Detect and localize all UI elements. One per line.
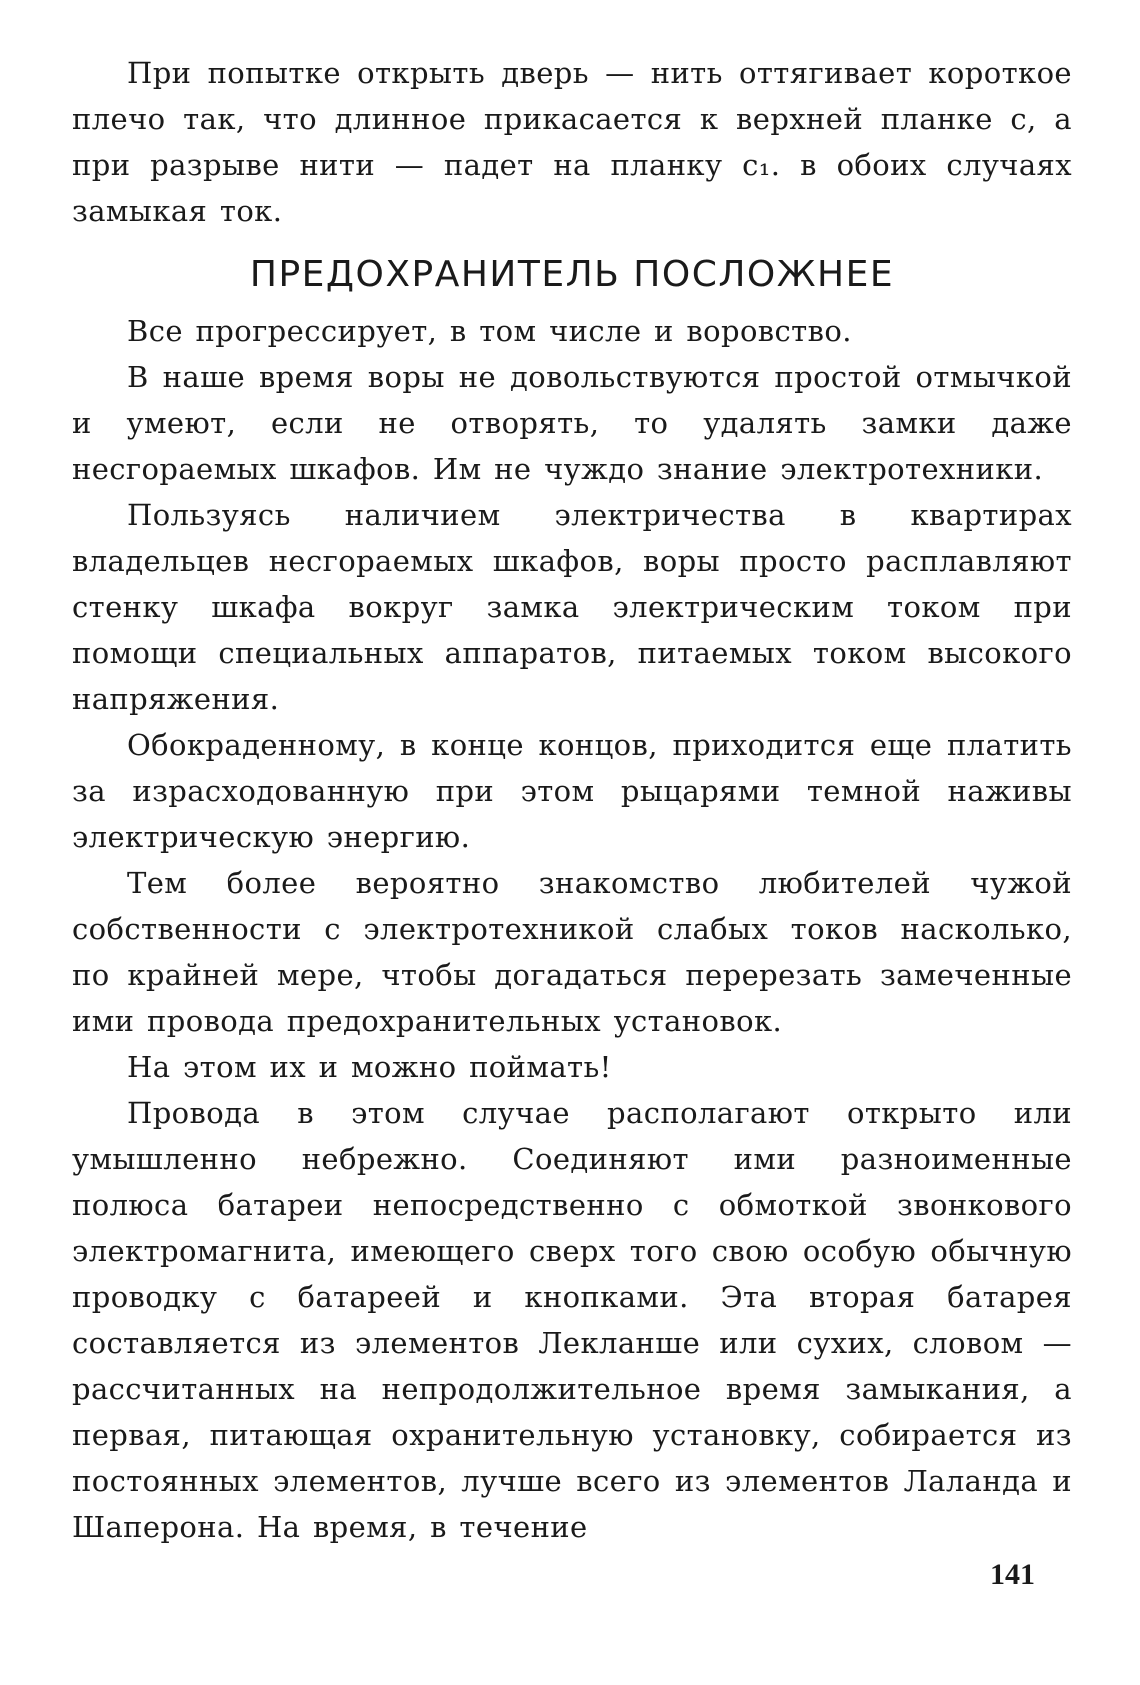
paragraph-melting-safes: Пользуясь наличием электричества в квартирах владельцев несгораемых шкафов, воры просто расплавляют стенку шкафа вокруг замка электрическим током при помощи специальных аппаратов, питаемых током высокого напряжения.: [72, 498, 1072, 716]
paragraph-progress: Все прогрессирует, в том числе и воровство.: [127, 314, 852, 348]
paragraph-wiring-setup: Провода в этом случае располагают открыто или умышленно небрежно. Соединяют ими разноименные полюса батареи непосредственно с обмоткой звонкового электромагнита, имеющего сверх того свою особую обычную проводку с батареей и кнопками. Эта вторая батарея составляется из элементов Лекланше или сухих, словом — рассчитанных на непродолжительное время замыкания, а первая, питающая охранительную установку, собирается из постоянных элементов, лучше всего из элементов Лаланда и Шаперона. На время, в течение: [72, 1096, 1072, 1544]
paragraph-weak-currents: Тем более вероятно знакомство любителей чужой собственности с электротехникой слабых токов насколько, по крайней мере, чтобы догадаться перерезать замеченные ими провода предохранительных установок.: [72, 866, 1072, 1038]
paragraph-catch-them: На этом их и можно поймать!: [127, 1050, 612, 1084]
page-body: [72, 50, 1072, 1550]
paragraph-thieves-methods: В наше время воры не довольствуются простой отмычкой и умеют, если не отворять, то удалять замки даже несгораемых шкафов. Им не чуждо знание электротехники.: [72, 360, 1072, 486]
section-heading: ПРЕДОХРАНИТЕЛЬ ПОСЛОЖНЕЕ: [249, 254, 895, 295]
paragraph-door-thread: При попытке открыть дверь — нить оттягивает короткое плечо так, что длинное прикасается к верхней планке c, а при разрыве нити — падет на планку c₁. в обоих случаях замыкая ток.: [72, 56, 1072, 228]
page-number: 141: [990, 1558, 1035, 1591]
paragraph-victim-pays: Обокраденному, в конце концов, приходится еще платить за израсходованную при этом рыцарями темной наживы электрическую энергию.: [72, 728, 1072, 854]
